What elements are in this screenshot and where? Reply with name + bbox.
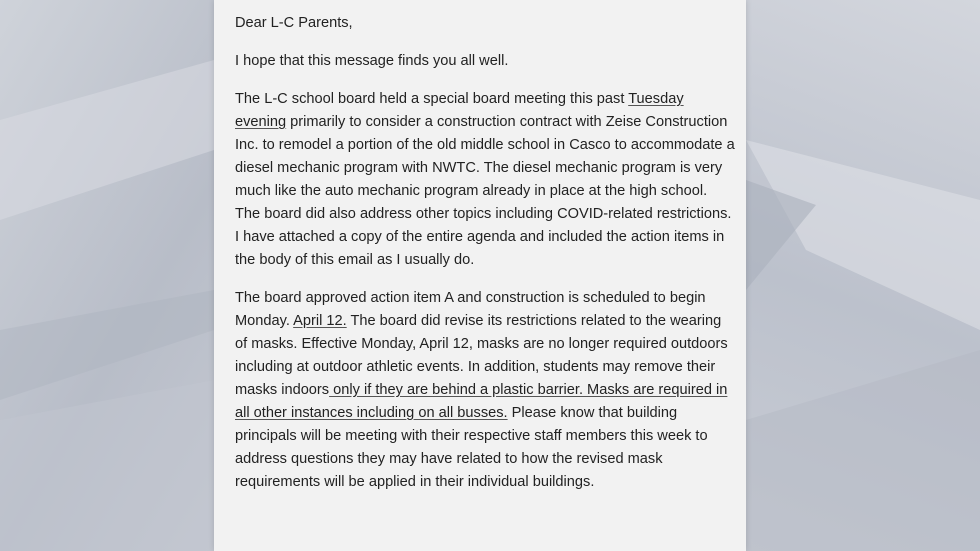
board-meeting-paragraph <box>235 88 735 272</box>
date-link[interactable]: Tuesday evening <box>235 91 684 130</box>
paragraph-text: Please know that building principals will be meeting with their respective staff members this week to address questions they may have related to how the revised mask requirements will be applied in their individual buildings. <box>235 405 708 490</box>
email-document <box>214 0 746 551</box>
greeting: Dear L-C Parents, <box>235 15 353 31</box>
mask-update-paragraph <box>235 287 735 494</box>
paragraph-text: primarily to consider a construction contract with Zeise Construction Inc. to remodel a portion of the old middle school in Casco to accommodate a diesel mechanic program with NWTC. The diesel mechanic program is very much like the auto mechanic program already in place at the high school. The board did also address other topics including COVID-related restrictions. I have attached a copy of the entire agenda and included the action items in the body of this email as I usually do. <box>235 114 735 268</box>
paragraph-text: The L-C school board held a special board meeting this past <box>235 91 629 107</box>
email-body <box>235 12 735 509</box>
intro-paragraph: I hope that this message finds you all well. <box>235 53 509 69</box>
background-pattern-left <box>0 0 214 551</box>
paragraph-text: The board approved action item A and construction is scheduled to begin Monday. <box>235 290 706 329</box>
background-left <box>0 0 214 551</box>
underlined-text: only if they are behind a plastic barrier. Masks are required in all other instances including on all busses. <box>235 382 728 421</box>
background-right <box>746 0 980 551</box>
background-pattern-right <box>746 0 980 551</box>
date-link[interactable]: April 12. <box>293 313 347 329</box>
paragraph-text: The board did revise its restrictions related to the wearing of masks. Effective Monday, April 12, masks are no longer required outdoors including at outdoor athletic events. In addition, students may remove their masks indoors <box>235 313 728 398</box>
